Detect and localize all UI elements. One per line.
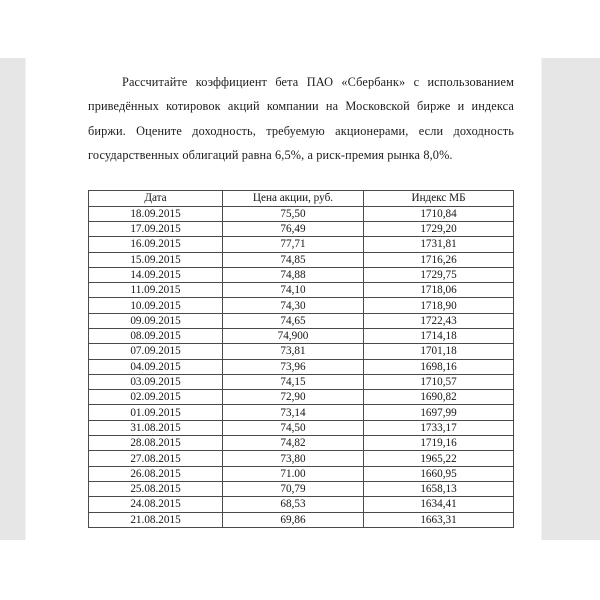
- stock-quotes-table: [88, 190, 514, 528]
- cell-date: 14.09.2015: [89, 267, 223, 282]
- table-row: [89, 344, 514, 359]
- cell-index: 1710,84: [364, 206, 514, 221]
- cell-date: 28.08.2015: [89, 436, 223, 451]
- cell-date: 21.08.2015: [89, 512, 223, 527]
- cell-index: 1718,90: [364, 298, 514, 313]
- cell-index: 1690,82: [364, 390, 514, 405]
- cell-price: 69,86: [223, 512, 364, 527]
- cell-price: 70,79: [223, 481, 364, 496]
- cell-index: 1731,81: [364, 237, 514, 252]
- table-row: [89, 298, 514, 313]
- table-header-row: [89, 190, 514, 206]
- cell-date: 02.09.2015: [89, 390, 223, 405]
- table-row: [89, 466, 514, 481]
- cell-date: 17.09.2015: [89, 221, 223, 236]
- cell-price: 74,50: [223, 420, 364, 435]
- cell-price: 75,50: [223, 206, 364, 221]
- cell-index: 1698,16: [364, 359, 514, 374]
- table-row: [89, 221, 514, 236]
- cell-price: 68,53: [223, 497, 364, 512]
- cell-index: 1733,17: [364, 420, 514, 435]
- cell-date: 26.08.2015: [89, 466, 223, 481]
- cell-date: 11.09.2015: [89, 283, 223, 298]
- cell-price: 74,900: [223, 329, 364, 344]
- cell-index: 1663,31: [364, 512, 514, 527]
- column-header-price: Цена акции, руб.: [223, 190, 364, 206]
- table-row: [89, 329, 514, 344]
- cell-date: 03.09.2015: [89, 374, 223, 389]
- table-row: [89, 420, 514, 435]
- table-row: [89, 359, 514, 374]
- cell-index: 1722,43: [364, 313, 514, 328]
- table-row: [89, 237, 514, 252]
- table-row: [89, 313, 514, 328]
- cell-date: 31.08.2015: [89, 420, 223, 435]
- cell-date: 15.09.2015: [89, 252, 223, 267]
- column-header-index: Индекс МБ: [364, 190, 514, 206]
- cell-index: 1701,18: [364, 344, 514, 359]
- cell-price: 77,71: [223, 237, 364, 252]
- table-row: [89, 436, 514, 451]
- cell-price: 72,90: [223, 390, 364, 405]
- task-paragraph: Рассчитайте коэффициент бета ПАО «Сбербанк» с использованием приведённых котировок акций компании на Московской бирже и индекса биржи. Оцените доходность, требуемую акционерами, если доходность государственных облигаций равна 6,5%, а риск-премия рынка 8,0%.: [88, 75, 514, 163]
- cell-date: 16.09.2015: [89, 237, 223, 252]
- cell-date: 08.09.2015: [89, 329, 223, 344]
- cell-price: 74,82: [223, 436, 364, 451]
- cell-index: 1729,75: [364, 267, 514, 282]
- cell-price: 73,80: [223, 451, 364, 466]
- cell-index: 1719,16: [364, 436, 514, 451]
- cell-price: 74,85: [223, 252, 364, 267]
- cell-date: 09.09.2015: [89, 313, 223, 328]
- cell-price: 76,49: [223, 221, 364, 236]
- table-row: [89, 481, 514, 496]
- column-header-date: Дата: [89, 190, 223, 206]
- document-page: [26, 0, 541, 600]
- cell-price: 74,65: [223, 313, 364, 328]
- cell-price: 73,81: [223, 344, 364, 359]
- cell-index: 1697,99: [364, 405, 514, 420]
- table-row: [89, 283, 514, 298]
- cell-date: 24.08.2015: [89, 497, 223, 512]
- cell-index: 1716,26: [364, 252, 514, 267]
- table-row: [89, 374, 514, 389]
- cell-date: 18.09.2015: [89, 206, 223, 221]
- cell-price: 74,30: [223, 298, 364, 313]
- cell-date: 10.09.2015: [89, 298, 223, 313]
- table-row: [89, 497, 514, 512]
- cell-date: 07.09.2015: [89, 344, 223, 359]
- cell-index: 1714,18: [364, 329, 514, 344]
- cell-date: 27.08.2015: [89, 451, 223, 466]
- cell-index: 1658,13: [364, 481, 514, 496]
- cell-date: 25.08.2015: [89, 481, 223, 496]
- document-content: [88, 70, 514, 528]
- cell-date: 04.09.2015: [89, 359, 223, 374]
- cell-date: 01.09.2015: [89, 405, 223, 420]
- table-row: [89, 390, 514, 405]
- cell-price: 74,88: [223, 267, 364, 282]
- table-row: [89, 405, 514, 420]
- viewer-left-margin-strip: [0, 58, 26, 540]
- cell-price: 71.00: [223, 466, 364, 481]
- table-row: [89, 512, 514, 527]
- cell-index: 1710,57: [364, 374, 514, 389]
- table-row: [89, 267, 514, 282]
- cell-index: 1729,20: [364, 221, 514, 236]
- table-row: [89, 451, 514, 466]
- cell-index: 1718,06: [364, 283, 514, 298]
- cell-index: 1634,41: [364, 497, 514, 512]
- cell-price: 74,10: [223, 283, 364, 298]
- cell-index: 1965,22: [364, 451, 514, 466]
- table-body: [89, 206, 514, 527]
- table-row: [89, 206, 514, 221]
- table-header: [89, 190, 514, 206]
- viewer-right-margin-strip: [541, 58, 600, 540]
- cell-index: 1660,95: [364, 466, 514, 481]
- cell-price: 73,96: [223, 359, 364, 374]
- table-row: [89, 252, 514, 267]
- cell-price: 73,14: [223, 405, 364, 420]
- cell-price: 74,15: [223, 374, 364, 389]
